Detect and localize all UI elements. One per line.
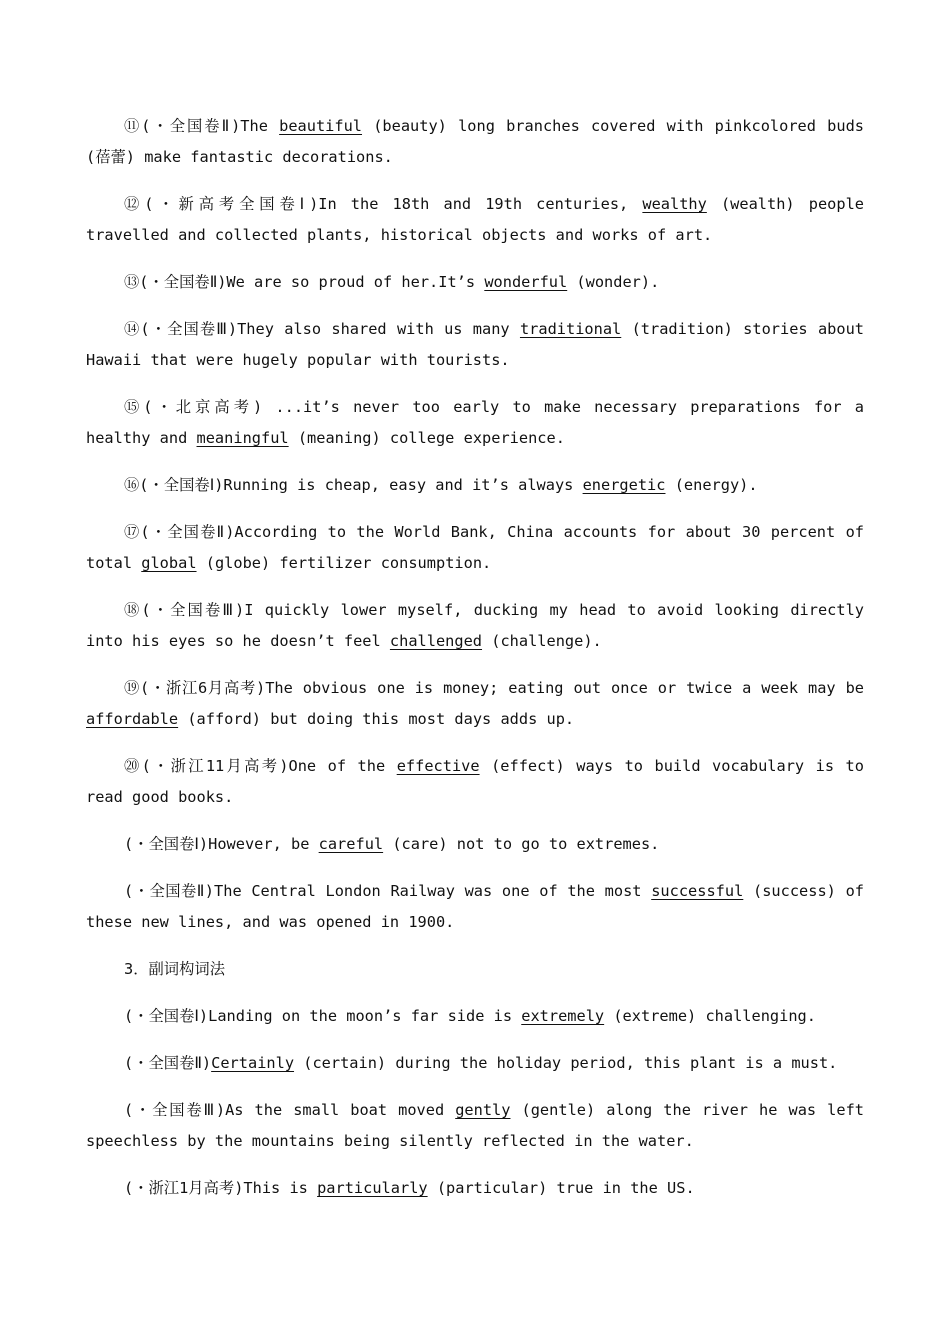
answer: traditional — [519, 320, 622, 338]
answer: challenged — [389, 632, 483, 650]
exercise-item-adverb-2: (・全国卷Ⅱ)Certainly (certain) during the holiday period, this plant is a must. — [124, 1054, 838, 1072]
exercise-item-adverb-3: (・全国卷Ⅲ)As the small boat moved gently (gentle) along the river he was left speechless by the mountains being silently reflected in the water. — [86, 1101, 864, 1150]
exercise-item-21: (・全国卷Ⅰ)However, be careful (care) not to go to extremes. — [124, 835, 660, 853]
section-heading: 3．副词构词法 — [124, 960, 225, 978]
exercise-item-adverb-4: (・浙江1月高考)This is particularly (particular) true in the US. — [124, 1179, 695, 1197]
answer: beautiful — [279, 117, 363, 135]
exercise-item-22: (・全国卷Ⅱ)The Central London Railway was one of the most successful (success) of these new lines, and was opened in 1900. — [86, 882, 864, 931]
exercise-item-17: ⑰(・全国卷Ⅱ)According to the World Bank, China accounts for about 30 percent of total global (globe) fertilizer consumption. — [86, 523, 864, 572]
answer: wonderful — [484, 273, 568, 291]
answer: Certainly — [211, 1054, 295, 1072]
exercise-item-16: ⑯(・全国卷Ⅰ)Running is cheap, easy and it’s always energetic (energy). — [124, 476, 758, 494]
answer: successful — [651, 882, 744, 900]
document-page — [86, 111, 864, 1220]
answer: wealthy — [642, 195, 707, 213]
exercise-item-19: ⑲(・浙江6月高考)The obvious one is money; eating out once or twice a week may be affordable (afford) but doing this most days adds up. — [86, 679, 864, 728]
answer: gently — [455, 1101, 511, 1119]
answer: affordable — [86, 710, 179, 728]
exercise-item-adverb-1: (・全国卷Ⅰ)Landing on the moon’s far side is extremely (extreme) challenging. — [124, 1007, 816, 1025]
answer: energetic — [582, 476, 666, 494]
exercise-item-15: ⑮(・北京高考) ...it’s never too early to make necessary preparations for a healthy and meaningful (meaning) college experience. — [86, 398, 864, 447]
exercise-item-11: ⑪(・全国卷Ⅱ)The beautiful (beauty) long branches covered with pinkcolored buds (蓓蕾) make fantastic decorations. — [86, 117, 864, 166]
answer: global — [141, 554, 197, 572]
answer: effective — [396, 757, 480, 775]
answer: particularly — [317, 1179, 428, 1197]
exercise-item-20: ⑳(・浙江11月高考)One of the effective (effect) ways to build vocabulary is to read good books. — [86, 757, 864, 806]
exercise-item-18: ⑱(・全国卷Ⅲ)I quickly lower myself, ducking my head to avoid looking directly into his eyes so he doesn’t feel challenged (challenge). — [86, 601, 864, 650]
answer: careful — [318, 835, 384, 853]
answer: meaningful — [196, 429, 289, 447]
answer: extremely — [521, 1007, 605, 1025]
exercise-item-13: ⑬(・全国卷Ⅱ)We are so proud of her.It’s wonderful (wonder). — [124, 273, 660, 291]
exercise-item-12: ⑫(・新高考全国卷Ⅰ)In the 18th and 19th centuries, wealthy (wealth) people travelled and collected plants, historical objects and works of art. — [86, 195, 864, 244]
exercise-item-14: ⑭(・全国卷Ⅲ)They also shared with us many traditional (tradition) stories about Hawaii that were hugely popular with tourists. — [86, 320, 864, 369]
